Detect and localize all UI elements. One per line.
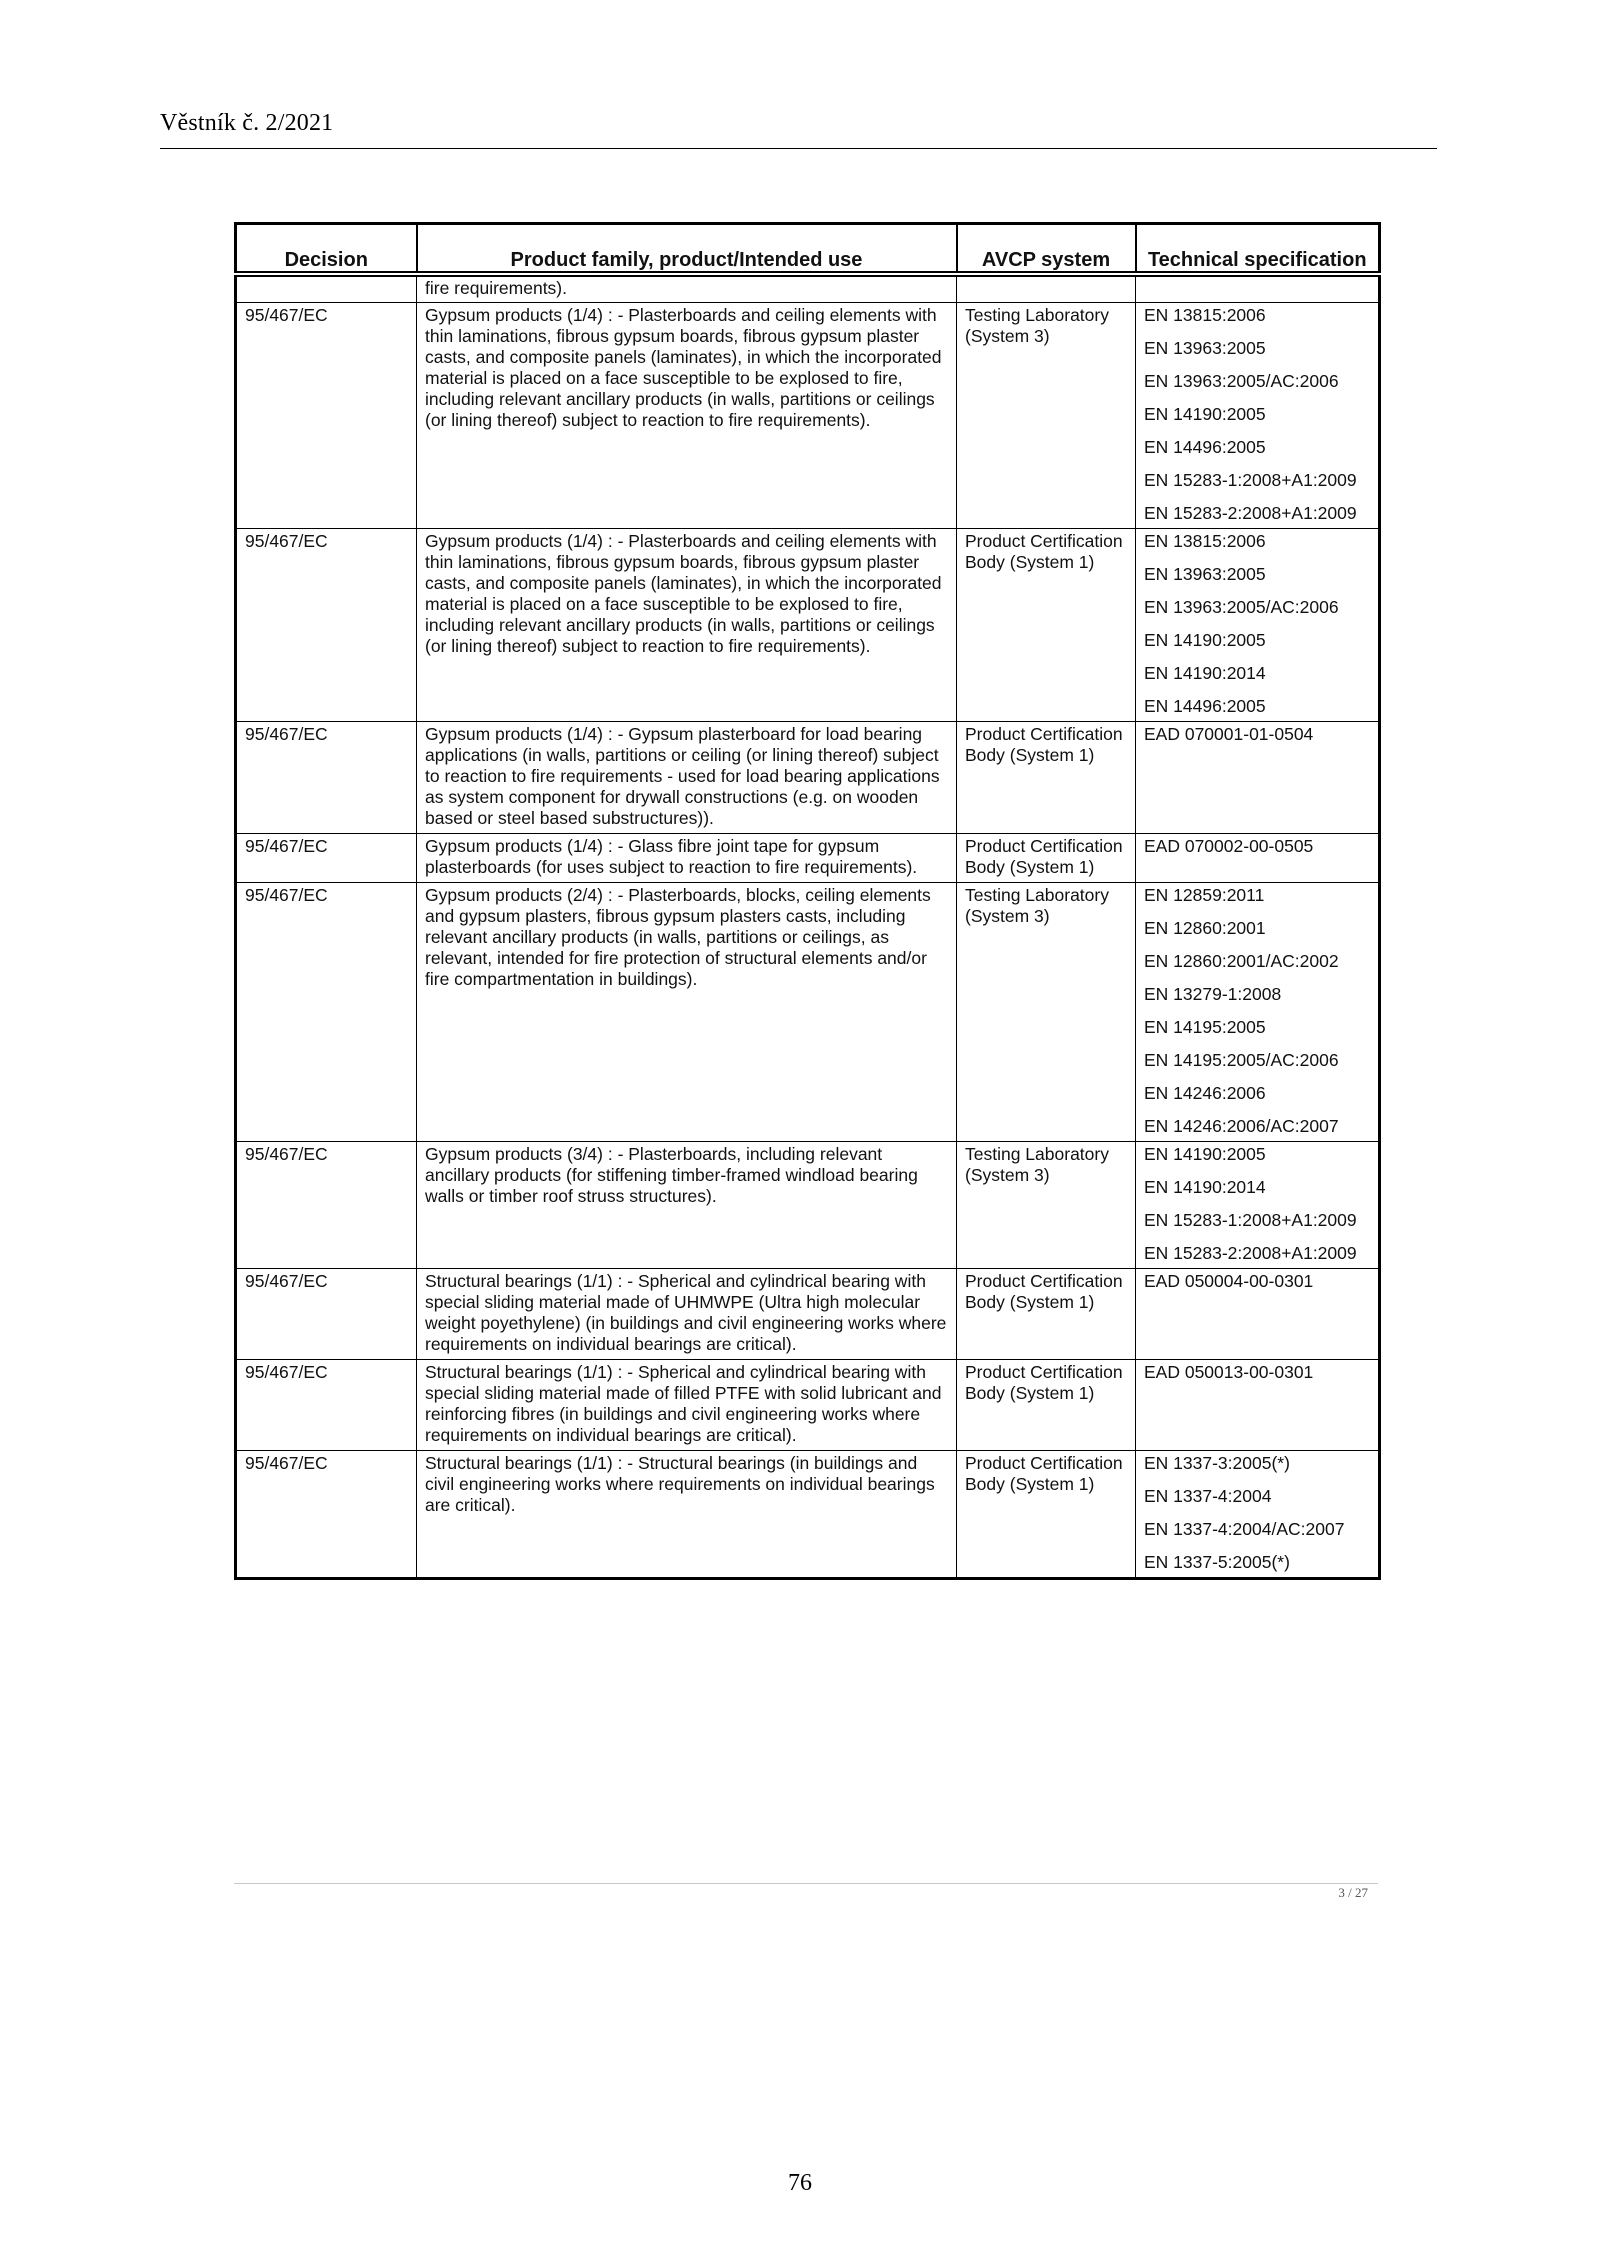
cell-avcp xyxy=(957,274,1136,303)
cell-avcp: Product Certification Body (System 1) xyxy=(957,529,1136,722)
cell-product: fire requirements). xyxy=(417,274,957,303)
table-row xyxy=(236,529,1380,722)
cell-specs xyxy=(1136,1451,1380,1579)
table-body xyxy=(236,274,1380,1579)
table-row xyxy=(236,1451,1380,1579)
technical-specification-item: EN 13815:2006 xyxy=(1144,305,1266,325)
technical-specification-item: EAD 070002-00-0505 xyxy=(1144,836,1314,856)
cell-decision: 95/467/EC xyxy=(236,722,417,834)
cell-product: Gypsum products (1/4) : - Gypsum plasterboard for load bearing applications (in walls, partitions or ceiling (or lining thereof) subject to reaction to fire requirements - used for load bearing applications as system component for drywall constructions (e.g. on wooden based or steel based substructures)). xyxy=(417,722,957,834)
table-header-row xyxy=(236,224,1380,275)
technical-specification-item: EN 13963:2005/AC:2006 xyxy=(1144,597,1339,617)
technical-specification-item: EN 14195:2005/AC:2006 xyxy=(1144,1050,1339,1070)
technical-specification-item: EN 14190:2005 xyxy=(1144,630,1266,650)
cell-decision: 95/467/EC xyxy=(236,303,417,529)
technical-specification-item: EN 13963:2005 xyxy=(1144,338,1266,358)
technical-specification-item: EAD 050004-00-0301 xyxy=(1144,1271,1314,1291)
cell-decision: 95/467/EC xyxy=(236,1269,417,1360)
technical-specification-item: EN 14190:2014 xyxy=(1144,1177,1266,1197)
technical-specification-item: EN 14190:2014 xyxy=(1144,663,1266,683)
technical-specification-item: EAD 050013-00-0301 xyxy=(1144,1362,1314,1382)
cell-avcp: Testing Laboratory (System 3) xyxy=(957,883,1136,1142)
table-row xyxy=(236,1360,1380,1451)
technical-specification-item: EN 14190:2005 xyxy=(1144,404,1266,424)
cell-avcp: Testing Laboratory (System 3) xyxy=(957,1142,1136,1269)
technical-specification-item: EN 1337-4:2004/AC:2007 xyxy=(1144,1519,1345,1539)
cell-specs xyxy=(1136,274,1380,303)
technical-specification-item: EN 12860:2001 xyxy=(1144,918,1266,938)
column-header-technical-specification: Technical specification xyxy=(1136,224,1380,275)
column-header-avcp: AVCP system xyxy=(957,224,1136,275)
technical-specification-item: EN 14246:2006/AC:2007 xyxy=(1144,1116,1339,1136)
technical-specification-item: EN 15283-2:2008+A1:2009 xyxy=(1144,503,1357,523)
footer-divider xyxy=(234,1883,1378,1884)
cell-product: Structural bearings (1/1) : - Spherical and cylindrical bearing with special sliding material made of UHMWPE (Ultra high molecular weight poyethylene) (in buildings and civil engineering works where requirements on individual bearings are critical). xyxy=(417,1269,957,1360)
technical-specification-item: EN 14190:2005 xyxy=(1144,1144,1266,1164)
technical-specification-item: EN 15283-1:2008+A1:2009 xyxy=(1144,470,1357,490)
column-header-decision: Decision xyxy=(236,224,417,275)
cell-product: Gypsum products (1/4) : - Plasterboards and ceiling elements with thin laminations, fibrous gypsum boards, fibrous gypsum plaster casts, and composite panels (laminates), in which the incorporated material is placed on a face susceptible to be explosed to fire, including relevant ancillary products (in walls, partitions or ceilings (or lining thereof) subject to reaction to fire requirements). xyxy=(417,529,957,722)
cell-specs xyxy=(1136,529,1380,722)
cell-decision: 95/467/EC xyxy=(236,529,417,722)
cell-avcp: Testing Laboratory (System 3) xyxy=(957,303,1136,529)
cell-decision: 95/467/EC xyxy=(236,1142,417,1269)
cell-decision xyxy=(236,274,417,303)
technical-specification-item: EN 1337-5:2005(*) xyxy=(1144,1552,1290,1572)
cell-product: Structural bearings (1/1) : - Structural bearings (in buildings and civil engineering works where requirements on individual bearings are critical). xyxy=(417,1451,957,1579)
page-of-indicator: 3 / 27 xyxy=(1338,1885,1368,1900)
technical-specification-item: EN 13963:2005 xyxy=(1144,564,1266,584)
technical-specification-item: EN 15283-2:2008+A1:2009 xyxy=(1144,1243,1357,1263)
specification-table xyxy=(234,222,1381,1580)
cell-product: Gypsum products (1/4) : - Glass fibre joint tape for gypsum plasterboards (for uses subject to reaction to fire requirements). xyxy=(417,834,957,883)
technical-specification-item: EN 14496:2005 xyxy=(1144,696,1266,716)
journal-title: Věstník č. 2/2021 xyxy=(160,110,334,136)
cell-specs xyxy=(1136,1360,1380,1451)
technical-specification-item: EN 12860:2001/AC:2002 xyxy=(1144,951,1339,971)
cell-specs xyxy=(1136,1269,1380,1360)
technical-specification-item: EN 13279-1:2008 xyxy=(1144,984,1282,1004)
technical-specification-item: EN 14246:2006 xyxy=(1144,1083,1266,1103)
table-row xyxy=(236,303,1380,529)
cell-avcp: Product Certification Body (System 1) xyxy=(957,1360,1136,1451)
table-row xyxy=(236,722,1380,834)
table-row xyxy=(236,883,1380,1142)
technical-specification-item: EN 1337-4:2004 xyxy=(1144,1486,1272,1506)
cell-decision: 95/467/EC xyxy=(236,1360,417,1451)
table-row-continuation xyxy=(236,274,1380,303)
cell-avcp: Product Certification Body (System 1) xyxy=(957,1269,1136,1360)
cell-specs xyxy=(1136,303,1380,529)
cell-decision: 95/467/EC xyxy=(236,883,417,1142)
cell-avcp: Product Certification Body (System 1) xyxy=(957,722,1136,834)
column-header-product: Product family, product/Intended use xyxy=(417,224,957,275)
technical-specification-item: EN 15283-1:2008+A1:2009 xyxy=(1144,1210,1357,1230)
cell-decision: 95/467/EC xyxy=(236,1451,417,1579)
cell-specs xyxy=(1136,834,1380,883)
cell-specs xyxy=(1136,722,1380,834)
page-header xyxy=(160,110,1437,149)
cell-decision: 95/467/EC xyxy=(236,834,417,883)
table-row xyxy=(236,834,1380,883)
cell-specs xyxy=(1136,883,1380,1142)
technical-specification-item: EN 13815:2006 xyxy=(1144,531,1266,551)
cell-avcp: Product Certification Body (System 1) xyxy=(957,834,1136,883)
technical-specification-item: EN 14195:2005 xyxy=(1144,1017,1266,1037)
cell-product: Gypsum products (3/4) : - Plasterboards, including relevant ancillary products (for stiffening timber-framed windload bearing walls or timber roof struss structures). xyxy=(417,1142,957,1269)
technical-specification-item: EN 14496:2005 xyxy=(1144,437,1266,457)
table-row xyxy=(236,1142,1380,1269)
cell-product: Gypsum products (2/4) : - Plasterboards, blocks, ceiling elements and gypsum plasters, fibrous gypsum plasters casts, including relevant ancillary products (in walls, partitions or ceilings, as relevant, intended for fire protection of structural elements and/or fire compartmentation in buildings). xyxy=(417,883,957,1142)
technical-specification-item: EN 1337-3:2005(*) xyxy=(1144,1453,1290,1473)
technical-specification-item: EAD 070001-01-0504 xyxy=(1144,724,1314,744)
table-row xyxy=(236,1269,1380,1360)
page-number: 76 xyxy=(788,2170,812,2196)
technical-specification-item: EN 13963:2005/AC:2006 xyxy=(1144,371,1339,391)
cell-product: Gypsum products (1/4) : - Plasterboards and ceiling elements with thin laminations, fibrous gypsum boards, fibrous gypsum plaster casts, and composite panels (laminates), in which the incorporated material is placed on a face susceptible to be explosed to fire, including relevant ancillary products (in walls, partitions or ceilings (or lining thereof) subject to reaction to fire requirements). xyxy=(417,303,957,529)
technical-specification-item: EN 12859:2011 xyxy=(1144,885,1265,905)
cell-product: Structural bearings (1/1) : - Spherical and cylindrical bearing with special sliding material made of filled PTFE with solid lubricant and reinforcing fibres (in buildings and civil engineering works where requirements on individual bearings are critical). xyxy=(417,1360,957,1451)
cell-specs xyxy=(1136,1142,1380,1269)
cell-avcp: Product Certification Body (System 1) xyxy=(957,1451,1136,1579)
